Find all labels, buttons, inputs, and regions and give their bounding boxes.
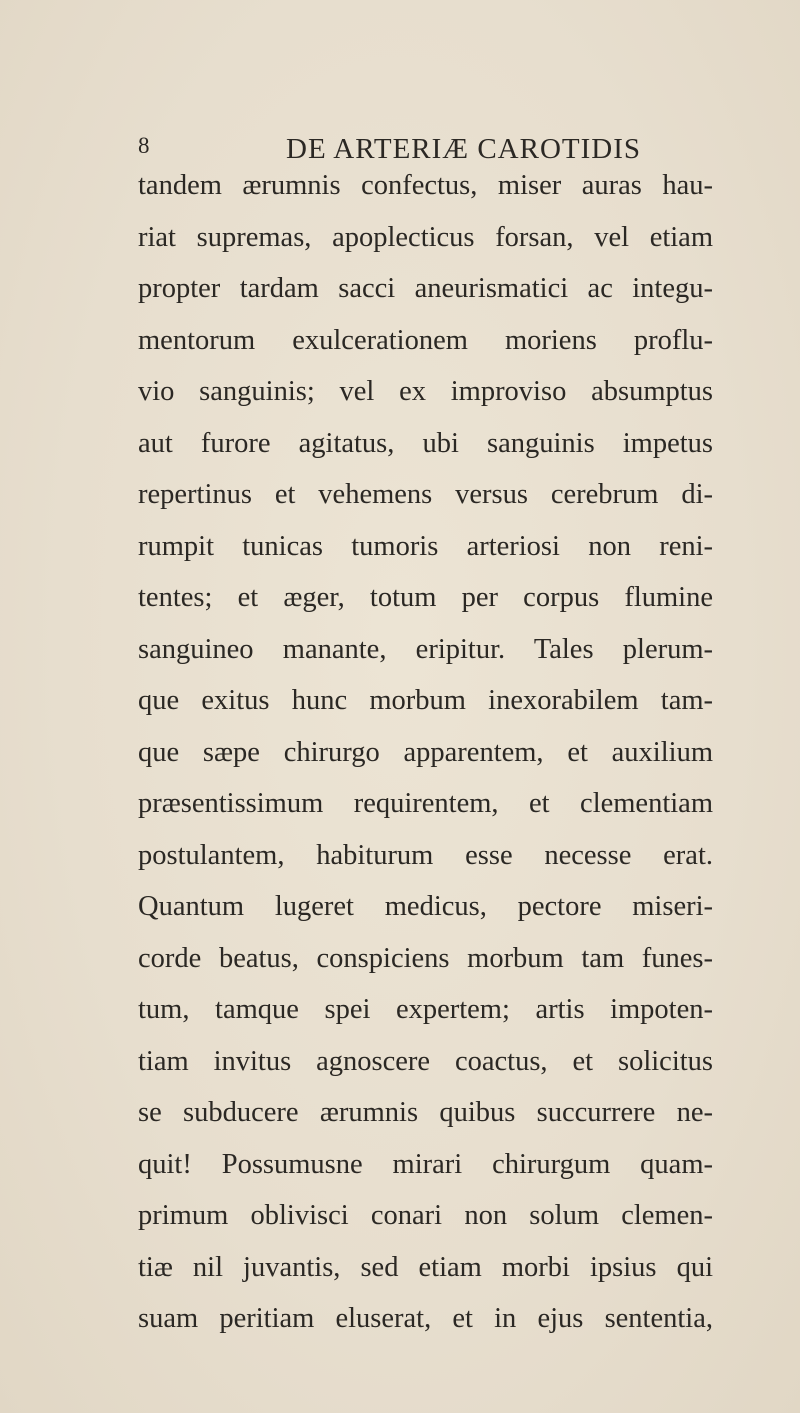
text-line: mentorum exulcerationem moriens proflu-	[138, 324, 713, 356]
text-line: vio sanguinis; vel ex improviso absumptus	[138, 376, 713, 407]
text-line: aut furore agitatus, ubi sanguinis impetus	[138, 427, 713, 459]
body-text	[138, 160, 713, 1345]
text-line: sanguineo manante, eripitur. Tales plerum-	[138, 633, 713, 665]
text-line: tiæ nil juvantis, sed etiam morbi ipsius qui	[138, 1251, 713, 1283]
page-number: 8	[138, 133, 150, 158]
text-line: Quantum lugeret medicus, pectore miseri-	[138, 891, 713, 922]
text-line: præsentissimum requirentem, et clementiam	[138, 788, 713, 819]
text-line: riat supremas, apoplecticus forsan, vel etiam	[138, 221, 713, 253]
text-line: que exitus hunc morbum inexorabilem tam-	[138, 685, 713, 716]
text-line: tandem ærumnis confectus, miser auras hau-	[138, 170, 713, 201]
text-line: suam peritiam eluserat, et in ejus sententia,	[138, 1303, 713, 1334]
text-line: tiam invitus agnoscere coactus, et solicitus	[138, 1045, 713, 1077]
text-line: postulantem, habiturum esse necesse erat.	[138, 839, 713, 871]
text-line: que sæpe chirurgo apparentem, et auxilium	[138, 736, 713, 768]
text-line: se subducere ærumnis quibus succurrere ne-	[138, 1097, 713, 1128]
text-line: corde beatus, conspiciens morbum tam funes-	[138, 942, 713, 974]
text-line: tentes; et æger, totum per corpus flumine	[138, 582, 713, 613]
text-line: tum, tamque spei expertem; artis impoten-	[138, 994, 713, 1025]
running-title: DE ARTERIÆ CAROTIDIS	[286, 133, 641, 165]
text-line: quit! Possumusne mirari chirurgum quam-	[138, 1148, 713, 1180]
text-line: rumpit tunicas tumoris arteriosi non reni-	[138, 530, 713, 562]
text-line: repertinus et vehemens versus cerebrum di-	[138, 479, 713, 510]
text-line: primum oblivisci conari non solum clemen-	[138, 1200, 713, 1231]
text-line: propter tardam sacci aneurismatici ac integu-	[138, 273, 713, 304]
